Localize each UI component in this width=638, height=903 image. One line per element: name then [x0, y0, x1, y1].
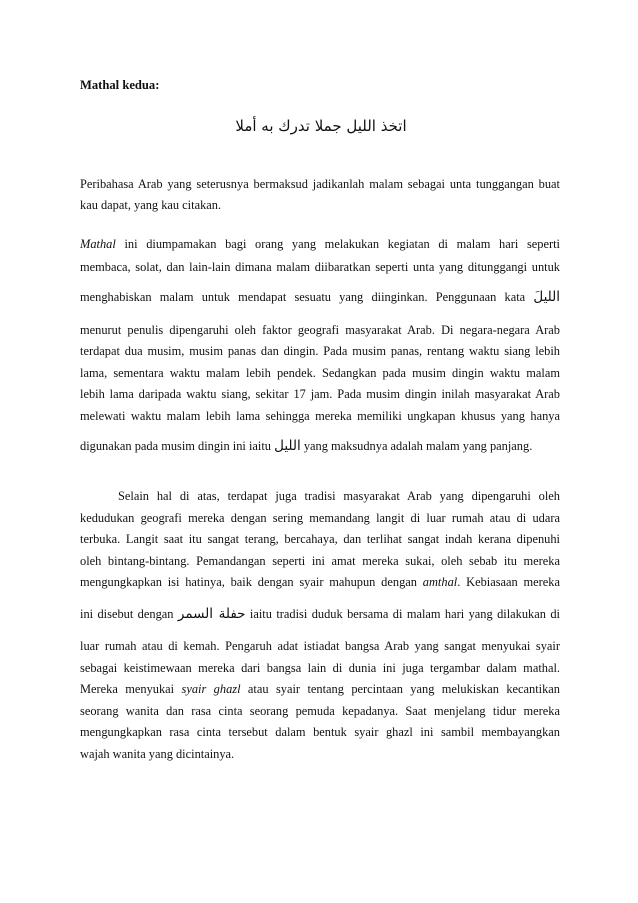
text-line: lama, sementara waktu malam lebih pendek. Sedangkan pada musim dingin waktu malam: [80, 365, 560, 380]
text-line: mengungkapkan rasa cinta tersebut dalam bentuk syair ghazl ini sambil membayangkan: [80, 725, 560, 739]
text-span: Mereka menyukai: [80, 682, 182, 696]
text-line: membaca, solat, dan lain-lain dimana malam diibaratkan seperti unta yang ditunggangi untuk: [80, 259, 560, 274]
italic-term: Mathal: [80, 237, 116, 251]
text-line: Selain hal di atas, terdapat juga tradisi masyarakat Arab yang dipengaruhi oleh: [118, 489, 560, 503]
text-line: kedudukan geografi mereka dengan sering memandang langit di luar rumah atau di udara: [80, 510, 560, 525]
text-line: oleh bintang-bintang. Pemandangan seperti ini amat mereka sukai, oleh sebab itu mereka: [80, 553, 560, 568]
text-line: Peribahasa Arab yang seterusnya bermaksud jadikanlah malam sebagai unta tunggangan buat: [80, 177, 560, 191]
arabic-proverb: اتخذ الليل جملا تدرك به أملا: [235, 117, 407, 135]
text-line: terbuka. Langit saat itu sangat terang, bercahaya, dan terlihat sangat indah kerana dipenuhi: [80, 532, 560, 546]
text-span: ini disebut dengan: [80, 606, 178, 621]
text-span: . Kebiasaan mereka: [457, 575, 560, 589]
text-line: sebagai keistimewaan mereka dari bangsa lain di dunia ini juga tergambar dalam mathal.: [80, 660, 560, 675]
text-line: menurut penulis dipengaruhi oleh faktor geografi masyarakat Arab. Di negara-negara Arab: [80, 322, 560, 337]
text-line: terdapat dua musim, musim panas dan dingin. Pada musim panas, rentang waktu siang lebih: [80, 344, 560, 358]
text-span: digunakan pada musim dingin ini iaitu: [80, 439, 275, 453]
text-line: [80, 604, 560, 625]
text-line: wajah wanita yang dicintainya.: [80, 746, 235, 761]
text-span: menghabiskan malam untuk mendapat sesuatu yang diinginkan. Penggunaan kata: [80, 290, 526, 304]
text-line: melewati waktu malam lebih lama sehingga mereka memiliki ungkapan khusus yang hanya: [80, 408, 560, 423]
text-span: ini diumpamakan bagi orang yang melakukan kegiatan di malam hari seperti: [115, 237, 560, 251]
paragraph-translation: [80, 174, 560, 216]
arabic-word: الليل: [274, 438, 301, 454]
text-line: [80, 572, 560, 593]
text-span: atau syair tentang percintaan yang melukiskan kecantikan: [240, 682, 560, 696]
text-line: [80, 234, 560, 255]
italic-term: syair ghazl: [181, 682, 241, 696]
arabic-word: الليلَ: [533, 289, 560, 305]
text-span: mengungkapkan isi hatinya, baik dengan syair mahupun dengan: [80, 575, 423, 589]
italic-term: amthal: [422, 575, 458, 589]
paragraph-tradition: [80, 486, 560, 764]
text-span: yang maksudnya adalah malam yang panjang.: [300, 439, 533, 453]
paragraph-explanation: [80, 234, 560, 457]
text-line: [80, 436, 560, 457]
arabic-phrase: حفلة السمر: [177, 605, 246, 622]
text-line: luar rumah atau di kemah. Pengaruh adat istiadat bangsa Arab yang sangat menyukai syair: [80, 639, 560, 653]
text-line: lebih lama daripada waktu siang, sekitar 17 jam. Pada musim dingin inilah masyarakat Arab: [80, 387, 560, 401]
text-span: iaitu tradisi duduk bersama di malam hari yang dilakukan di: [245, 606, 560, 621]
text-line: [80, 287, 560, 308]
text-line: [80, 679, 560, 700]
section-heading: Mathal kedua:: [80, 78, 160, 92]
text-line: kau dapat, yang kau citakan.: [80, 198, 222, 212]
text-line: seorang wanita dan rasa cinta seorang pemuda kepadanya. Saat menjelang tidur mereka: [80, 703, 560, 718]
